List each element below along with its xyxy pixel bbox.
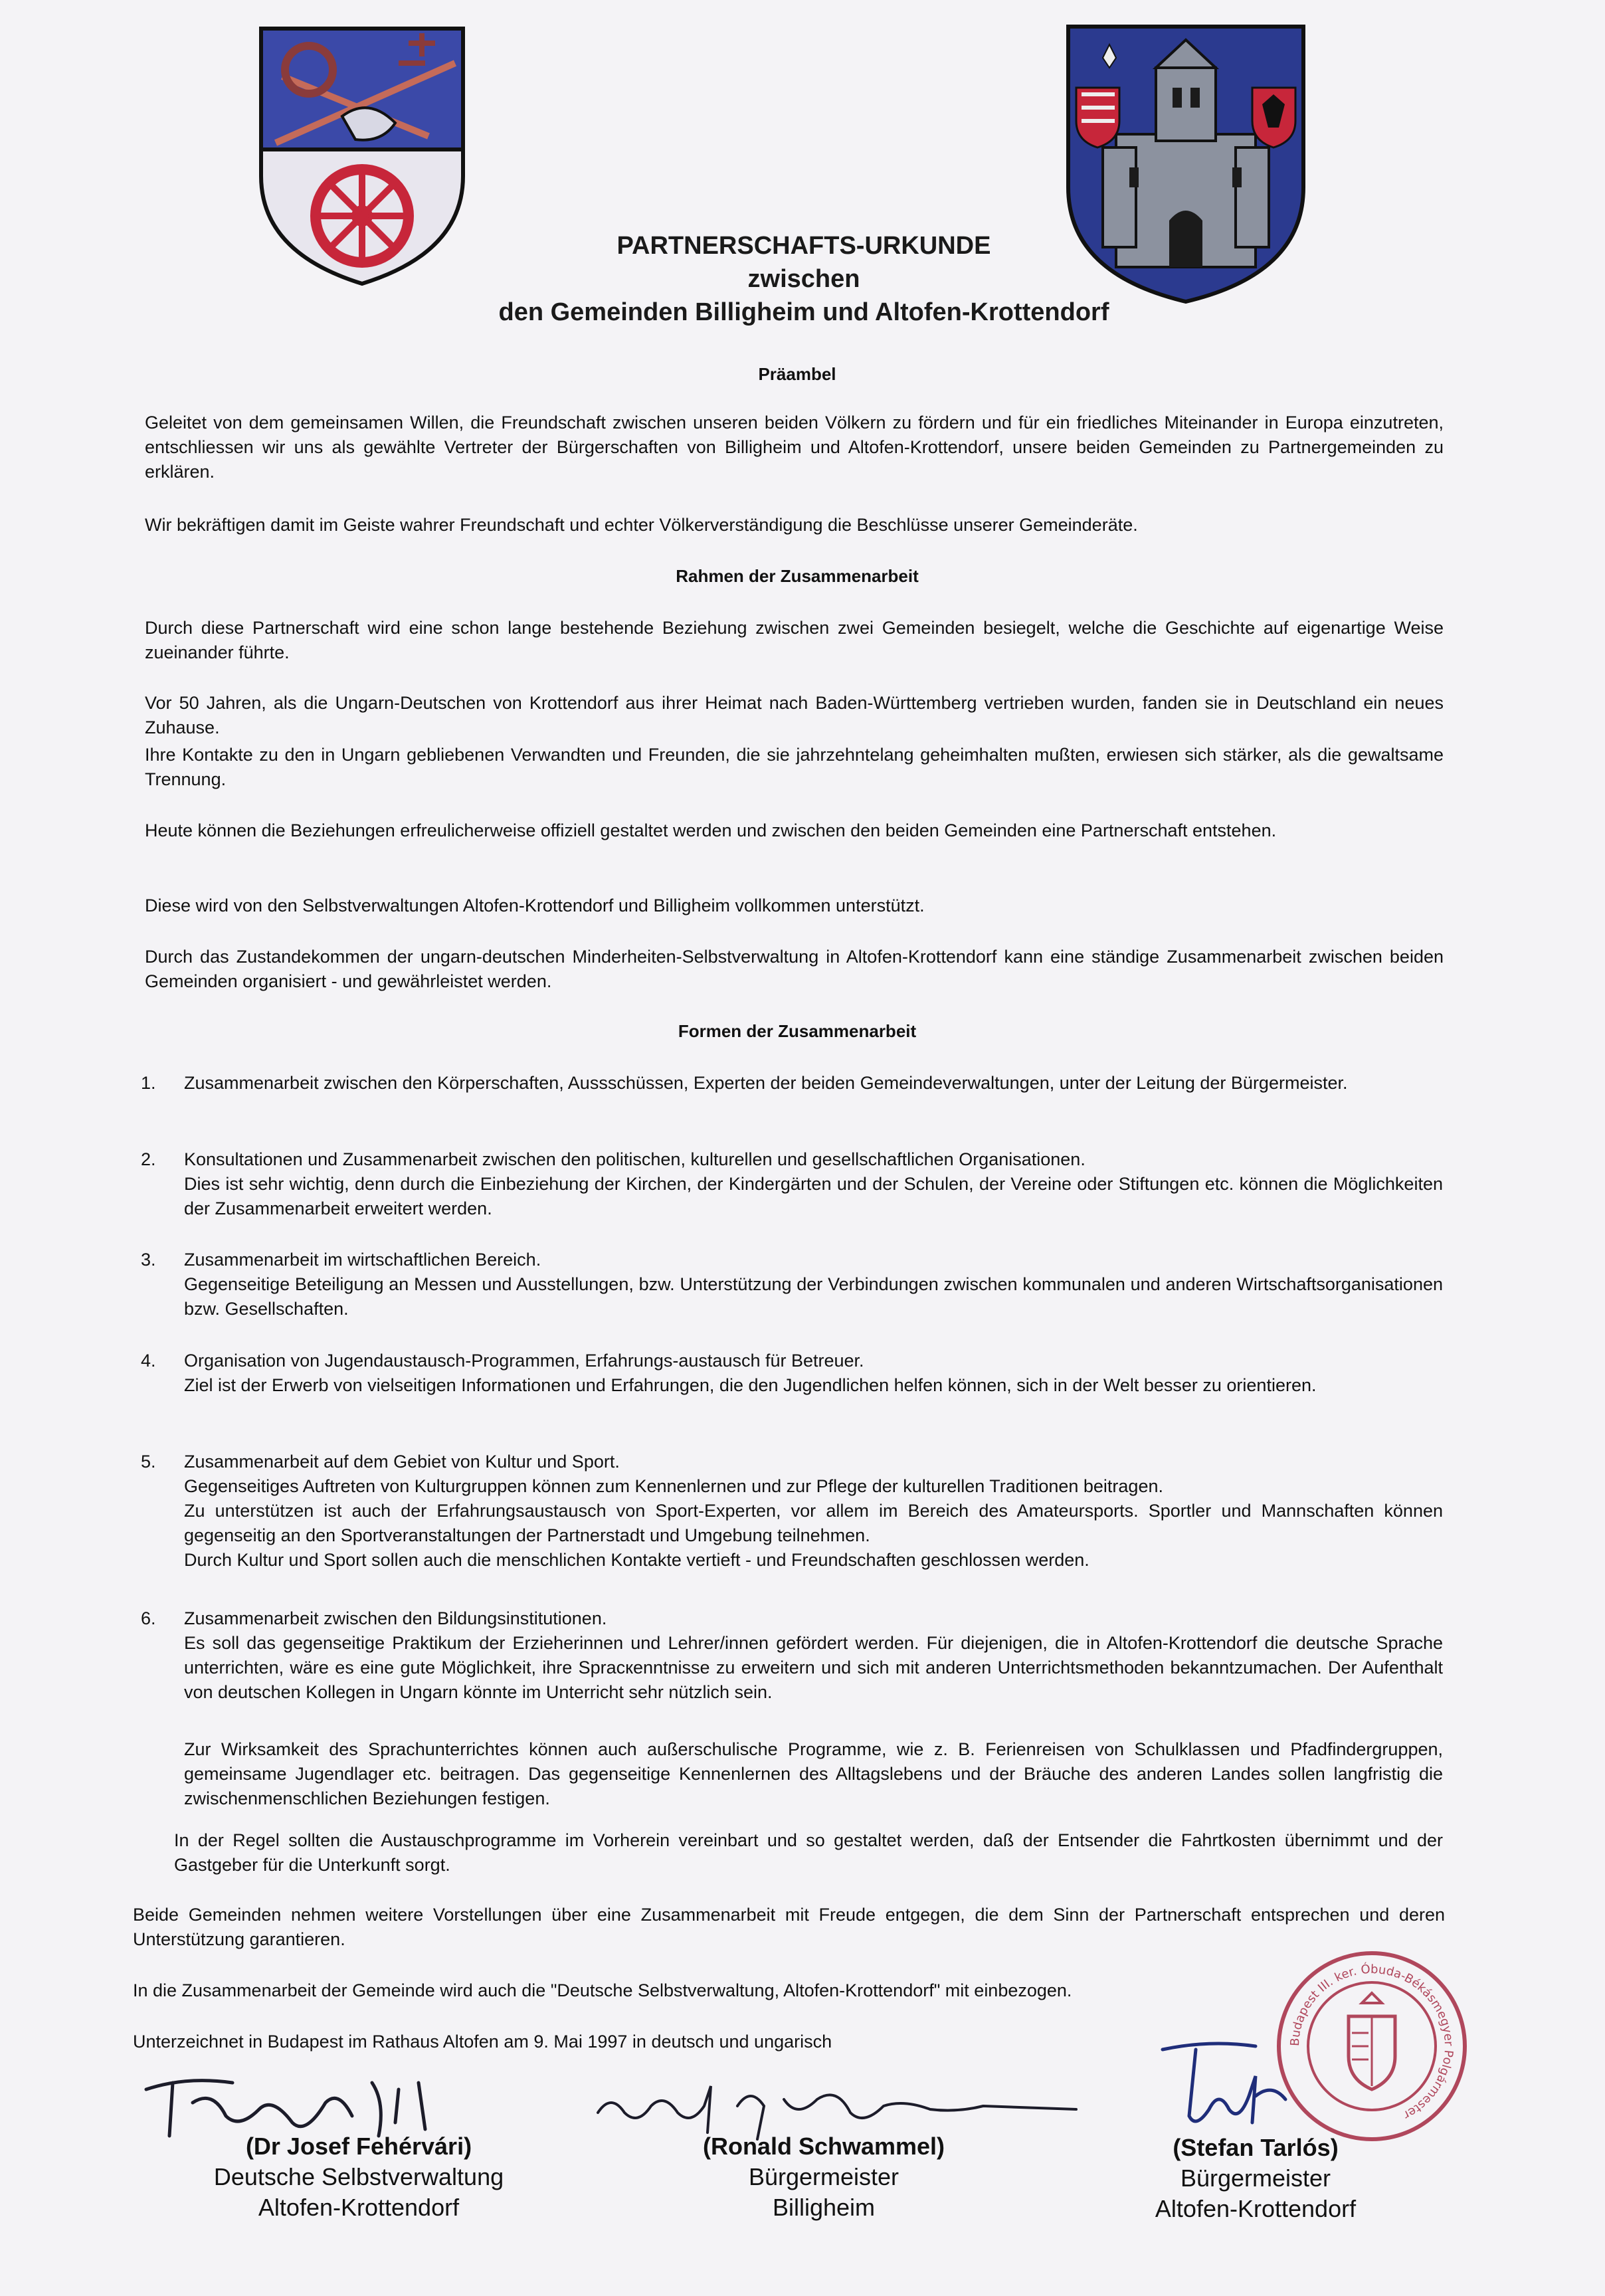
cooperation-item [141,1606,1443,1705]
signatory-place: Altofen-Krottendorf [258,2194,460,2221]
paragraph-today: Heute können die Beziehungen erfreulicherweise offiziell gestaltet werden und zwischen den beiden Gemeinden eine Partnerschaft entstehen. [145,820,1277,840]
item-text: Zusammenarbeit zwischen den Körperschaften, Aussschüssen, Experten der beiden Gemeindeverwaltungen, unter der Leitung der Bürgermeister. [184,1073,1348,1093]
heading-rahmen: Rahmen der Zusammenarbeit [676,566,919,586]
signatory-tarlos [1056,2133,1455,2224]
paragraph-expulsion: Vor 50 Jahren, als die Ungarn-Deutschen von Krottendorf aus ihrer Heimat nach Baden-Württemberg vertrieben wurden, fanden sie in Deutschland ein neues Zuhause. [145,693,1444,737]
signatory-place: Altofen-Krottendorf [1155,2195,1357,2222]
title-line-1: PARTNERSCHAFTS-URKUNDE [616,232,991,260]
item-number: 6. [141,1608,156,1628]
item-text: Konsultationen und Zusammenarbeit zwischen den politischen, kulturellen und gesellschaftlichen Organisationen. [184,1149,1086,1169]
paragraph-contacts: Ihre Kontakte zu den in Ungarn gebliebenen Verwandten und Freunden, die sie jahrzehntelang geheimhalten mußten, erwiesen sich stärker, als die gewaltsame Trennung. [145,745,1444,789]
item-text: Zu unterstützen ist auch der Erfahrungsaustausch von Sport-Experten, vor allem im Bereich des Amateursports. Sportler und Mannschaften können gegenseitig an den Sportveranstaltungen der Partnerstadt und Umgebung teilnehmen. [184,1501,1443,1545]
item-text: Dies ist sehr wichtig, denn durch die Einbeziehung der Kirchen, der Kindergärten und der Schulen, der Vereine oder Stiftungen etc. können die Möglichkeiten der Zusammenarbeit erweitert werden. [184,1174,1443,1218]
item-text: Organisation von Jugendaustausch-Programmen, Erfahrungs-austausch für Betreuer. [184,1351,864,1371]
title-line-2: zwischen [747,265,860,293]
item-number: 2. [141,1149,156,1169]
paragraph-history: Durch diese Partnerschaft wird eine schon lange bestehende Beziehung zwischen zwei Gemeinden besiegelt, welche die Geschichte auf eigenartige Weise zueinander führte. [145,618,1444,662]
cooperation-item [141,1349,1443,1398]
paragraph-affirmation: Wir bekräftigen damit im Geiste wahrer Freundschaft und echter Völkerverständigung die Beschlüsse unserer Gemeinderäte. [145,515,1138,535]
paragraph-inclusion: In die Zusammenarbeit der Gemeinde wird auch die "Deutsche Selbstverwaltung, Altofen-Krottendorf" mit einbezogen. [133,1980,1072,2000]
signatory-fehervari [153,2131,565,2223]
item-text: Zusammenarbeit im wirtschaftlichen Bereich. [184,1250,541,1270]
paragraph-signed-at: Unterzeichnet in Budapest im Rathaus Altofen am 9. Mai 1997 in deutsch und ungarisch [133,2032,832,2052]
paragraph-intro: Geleitet von dem gemeinsamen Willen, die Freundschaft zwischen unseren beiden Völkern zu fördern und für ein friedliches Miteinander in Europa einzutreten, entschliessen wir uns als gewählte Vertreter der Bürgerschaften von Billigheim und Altofen-Krottendorf, unsere beiden Gemeinden zu Partnergemeinden zu erklären. [145,413,1444,482]
item-number: 5. [141,1452,156,1472]
signatory-name: (Stefan Tarlós) [1173,2134,1339,2161]
paragraph-exchange-costs: In der Regel sollten die Austauschprogramme im Vorherein vereinbart und so gestaltet werden, daß der Entsender die Fahrtkosten übernimmt und der Gastgeber für die Unterkunft sorgt. [174,1830,1443,1875]
item-text: Gegenseitige Beteiligung an Messen und Ausstellungen, bzw. Unterstützung der Verbindungen zwischen kommunalen und anderen Wirtschaftsorganisationen bzw. Gesellschaften. [184,1274,1443,1319]
item-number: 4. [141,1351,156,1371]
document-title [372,229,1236,329]
item-text: Gegenseitiges Auftreten von Kulturgruppen können zum Kennenlernen und zur Pflege der kulturellen Traditionen beitragen. [184,1476,1163,1496]
paragraph-further-ideas: Beide Gemeinden nehmen weitere Vorstellungen über eine Zusammenarbeit mit Freude entgegen, die dem Sinn der Partnerschaft entsprechen und deren Unterstützung garantieren. [133,1905,1445,1949]
paragraph-extracurricular: Zur Wirksamkeit des Sprachunterrichtes können auch außerschulische Programme, wie z. B. Ferienreisen von Schulklassen und Pfadfindergruppen, gemeinsame Jugendlager etc. beitragen. Das gegenseitige Kennenlernen des Alltagslebens und der Bräuche des anderen Landes sollen langfristig die zwischenmenschlichen Beziehungen festigen. [184,1739,1443,1808]
signatory-role: Bürgermeister [1180,2164,1331,2192]
item-text: Ziel ist der Erwerb von vielseitigen Informationen und Erfahrungen, die den Jugendlichen helfen können, sich in der Welt besser zu orientieren. [184,1375,1317,1395]
cooperation-item [141,1071,1443,1096]
cooperation-item [141,1147,1443,1221]
signatory-place: Billigheim [772,2194,876,2221]
stamp-text: Budapest III. ker. Óbuda-Békásmegyer Polgármester [1287,1962,1456,2123]
item-number: 3. [141,1250,156,1270]
signatory-name: (Dr Josef Fehérvári) [245,2133,472,2160]
item-text: Zusammenarbeit zwischen den Bildungsinstitutionen. [184,1608,607,1628]
item-text: Durch Kultur und Sport sollen auch die menschlichen Kontakte vertieft - und Freundschaften geschlossen werden. [184,1550,1089,1570]
title-line-3: den Gemeinden Billigheim und Altofen-Krottendorf [498,298,1109,326]
item-text: Es soll das gegenseitige Praktikum der Erzieherinnen und Lehrer/innen gefördert werden. Für diejenigen, die in Altofen-Krottendorf die deutsche Sprache unterrichten, wäre es eine gute Möglichkeit, ihre Spracкenntnisse zu erweitern und sich mit anderen Unterrichtsmethoden bekanntzumachen. Der Aufenthalt von deutschen Kollegen in Ungarn könnte im Unterricht sehr nützlich sein. [184,1633,1443,1702]
item-number: 1. [141,1073,156,1093]
item-text: Zusammenarbeit auf dem Gebiet von Kultur und Sport. [184,1452,620,1472]
official-stamp [1269,1943,1475,2149]
signatory-schwammel [624,2131,1023,2223]
cooperation-item [141,1450,1443,1573]
heading-formen: Formen der Zusammenarbeit [678,1021,917,1041]
signatory-role: Bürgermeister [748,2163,899,2190]
signatory-role: Deutsche Selbstverwaltung [213,2163,504,2190]
cooperation-item [141,1248,1443,1321]
paragraph-support: Diese wird von den Selbstverwaltungen Altofen-Krottendorf und Billigheim vollkommen unterstützt. [145,896,925,915]
paragraph-minority: Durch das Zustandekommen der ungarn-deutschen Minderheiten-Selbstverwaltung in Altofen-Krottendorf kann eine ständige Zusammenarbeit zwischen beiden Gemeinden organisiert - und gewährleistet werden. [145,947,1444,991]
signatory-name: (Ronald Schwammel) [702,2133,945,2160]
heading-praeambel: Präambel [758,364,836,384]
